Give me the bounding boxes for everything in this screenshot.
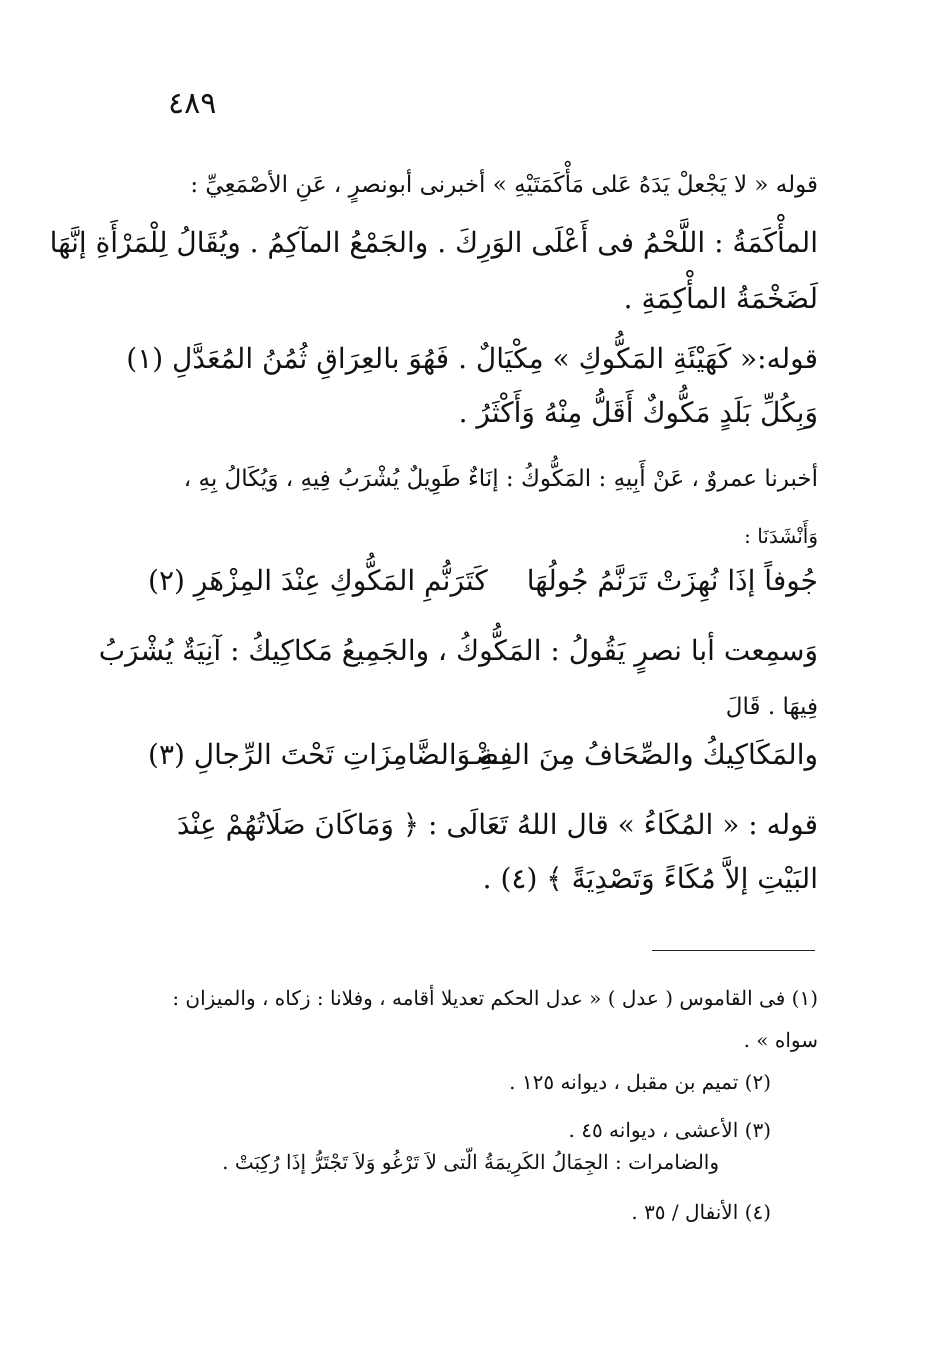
verse-second-hemistich: ـةِ وَالضَّامِزَاتِ تَحْتَ الرِّجالِ (٣) [148,738,503,771]
verse-first-hemistich: جُوفاً إذَا نُهِزَتْ تَرَنَّمُ جُولُهَا [526,564,818,597]
text-line: لَضَخْمَةُ المأْكِمَةِ . [623,282,818,315]
footnote-3: (٣) الأعشى ، ديوانه ٤٥ . [568,1118,771,1142]
text-line: أخبرنا عمروٌ ، عَنْ أَبِيهِ : المَكُّوكُ : إنَاءٌ طَوِيلٌ يُشْرَبُ فِيهِ ، وَيُكَالُ بِهِ ، [183,466,818,492]
footnote-separator [652,950,815,951]
text-line: المأْكَمَةُ : اللَّحْمُ فى أَعْلَى الوَرِكَ . والجَمْعُ المآكِمُ . ويُقَالُ لِلْمَرْأَةِ إنَّهَا [49,226,818,259]
text-line: وَأَنْشَدَنَا : [744,524,818,548]
footnote-2: (٢) تميم بن مقبل ، ديوانه ١٢٥ . [509,1070,771,1094]
footnote-4: (٤) الأنفال / ٣٥ . [631,1200,771,1224]
text-line: وَبِكُلِّ بَلَدٍ مَكُّوكٌ أَقَلُّ مِنْهُ وَأَكْثَرُ . [458,396,818,429]
text-line: قوله:« كَهَيْئَةِ المَكُّوكِ » مِكْيَالٌ . فَهُوَ بالعِرَاقِ ثُمُنُ المُعَدَّلِ (١) [126,342,818,375]
text-line: قوله « لا يَجْعلْ يَدَهُ عَلى مَأْكَمَتَيْهِ » أخبرنى أبونصرٍ ، عَنِ الأصْمَعِيِّ : [190,172,818,198]
text-line: البَيْتِ إلاَّ مُكَاءً وَتَصْدِيَةً ﴾ (٤) . [482,862,818,895]
footnote-1-continuation: سواه » . [743,1028,818,1052]
text-line: وَسمِعت أبا نصرٍ يَقُولُ : المَكُّوكُ ، والجَمِيعُ مَكاكِيكُ : آنِيَةٌ يُشْرَبُ [98,634,818,667]
footnote-1: (١) فى القاموس ( عدل ) « عدل الحكم تعديلا أقامه ، وفلانا : زكاه ، والميزان : [172,986,818,1010]
text-line: فِيهَا . قَالَ [725,694,818,720]
verse-first-hemistich: والمَكَاكِيكُ والصِّحَافُ مِنَ الفِضْـ [466,738,818,771]
text-line: قوله : « المُكَاءُ » قال اللهُ تَعَالَى : ﴿ وَمَاكَانَ صَلَاتُهُمْ عِنْدَ [176,808,818,841]
verse-second-hemistich: كَتَرَنُّمِ المَكُّوكِ عِنْدَ المِزْهَرِ (٢) [148,564,488,597]
footnote-3-note: والضامرات : الجِمَالُ الكَرِيمَةُ الّتى لاَ تَرْغُو وَلاَ تَجْتَرُّ إذَا رُكِبَتْ . [222,1150,719,1174]
page-number: ٤٨٩ [168,86,217,121]
